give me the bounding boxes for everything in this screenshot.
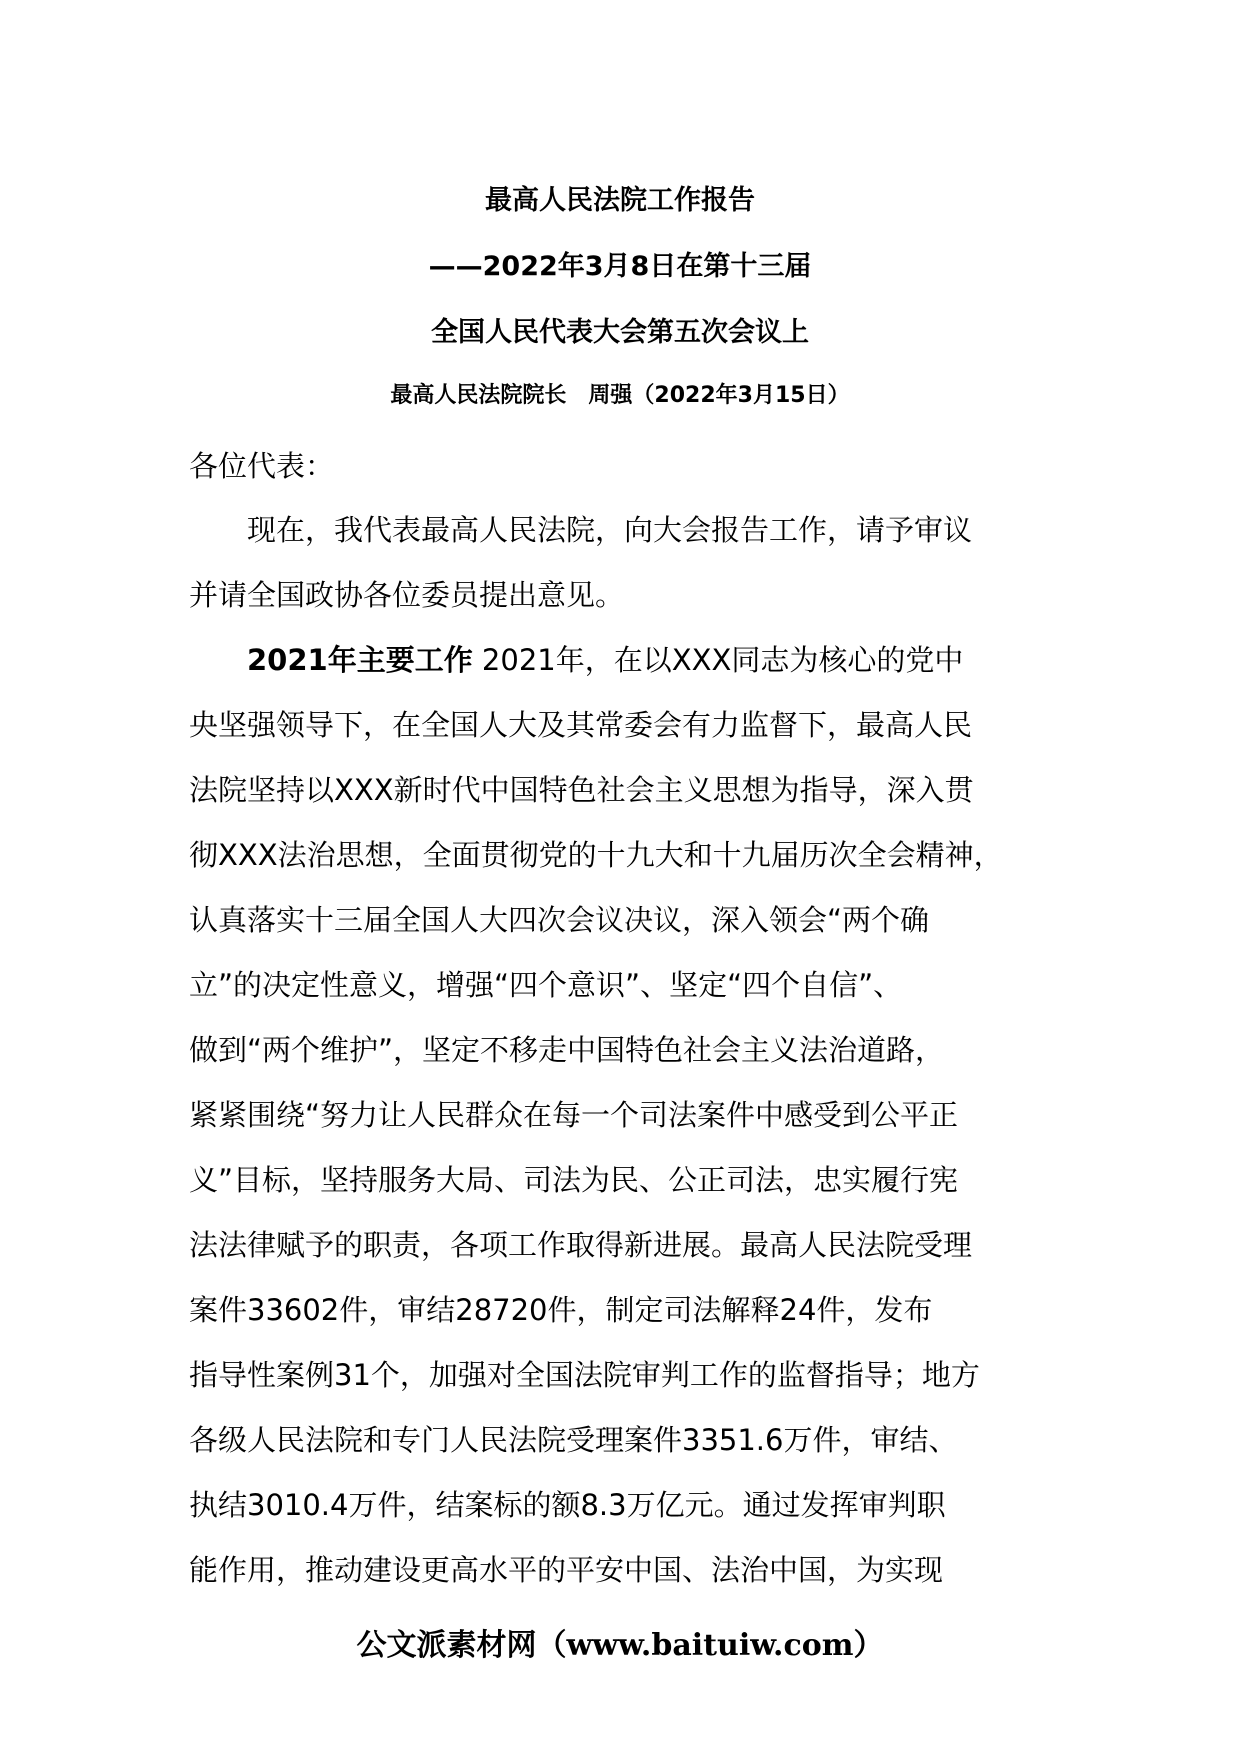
paragraph-line: 立”的决定性意义，增强“四个意识”、坚定“四个自信”、 xyxy=(189,968,903,1002)
paragraph-line: 央坚强领导下，在全国人大及其常委会有力监督下，最高人民 xyxy=(189,708,973,742)
section-heading: 2021年主要工作 xyxy=(247,643,473,677)
paragraph-line-rest: 2021年，在以XXX同志为核心的党中 xyxy=(472,643,964,677)
footer-url[interactable]: （www.baituiw.com） xyxy=(536,1628,884,1663)
paragraph-line: 法法律赋予的职责，各项工作取得新进展。最高人民法院受理 xyxy=(189,1228,973,1262)
paragraph-main-work xyxy=(189,628,1079,1603)
paragraph-line: 义”目标，坚持服务大局、司法为民、公正司法，忠实履行宪 xyxy=(189,1163,959,1197)
paragraph-line: 能作用，推动建设更高水平的平安中国、法治中国，为实现 xyxy=(189,1553,944,1587)
paragraph-line: 执结3010.4万件，结案标的额8.3万亿元。通过发挥审判职 xyxy=(189,1488,946,1522)
paragraph-line: 现在，我代表最高人民法院，向大会报告工作，请予审议 xyxy=(247,513,973,547)
document-subtitle-line2: 全国人民代表大会第五次会议上 xyxy=(431,317,809,348)
document-title: 最高人民法院工作报告 xyxy=(485,185,755,216)
paragraph-line: 彻XXX法治思想，全面贯彻党的十九大和十九届历次全会精神， xyxy=(189,838,1003,872)
document-byline: 最高人民法院院长 周强（2022年3月15日） xyxy=(390,383,850,408)
paragraph-line: 紧紧围绕“努力让人民群众在每一个司法案件中感受到公平正 xyxy=(189,1098,959,1132)
footer-source xyxy=(0,1620,1240,1664)
paragraph-line: 各级人民法院和专门人民法院受理案件3351.6万件，审结、 xyxy=(189,1423,958,1457)
salutation: 各位代表： xyxy=(189,449,335,483)
paragraph-line: 法院坚持以XXX新时代中国特色社会主义思想为指导，深入贯 xyxy=(189,773,974,807)
paragraph-line: 指导性案例31个，加强对全国法院审判工作的监督指导；地方 xyxy=(189,1358,980,1392)
footer-site-name: 公文派素材网 xyxy=(356,1628,537,1663)
paragraph-line: 案件33602件，审结28720件，制定司法解释24件，发布 xyxy=(189,1293,933,1327)
paragraph-line: 并请全国政协各位委员提出意见。 xyxy=(189,578,625,612)
paragraph-intro xyxy=(189,498,1079,628)
document-subtitle-line1: ——2022年3月8日在第十三届 xyxy=(428,251,812,282)
paragraph-line: 做到“两个维护”，坚定不移走中国特色社会主义法治道路， xyxy=(189,1033,945,1067)
paragraph-first-line xyxy=(189,628,1079,693)
paragraph-line: 认真落实十三届全国人大四次会议决议，深入领会“两个确 xyxy=(189,903,930,937)
